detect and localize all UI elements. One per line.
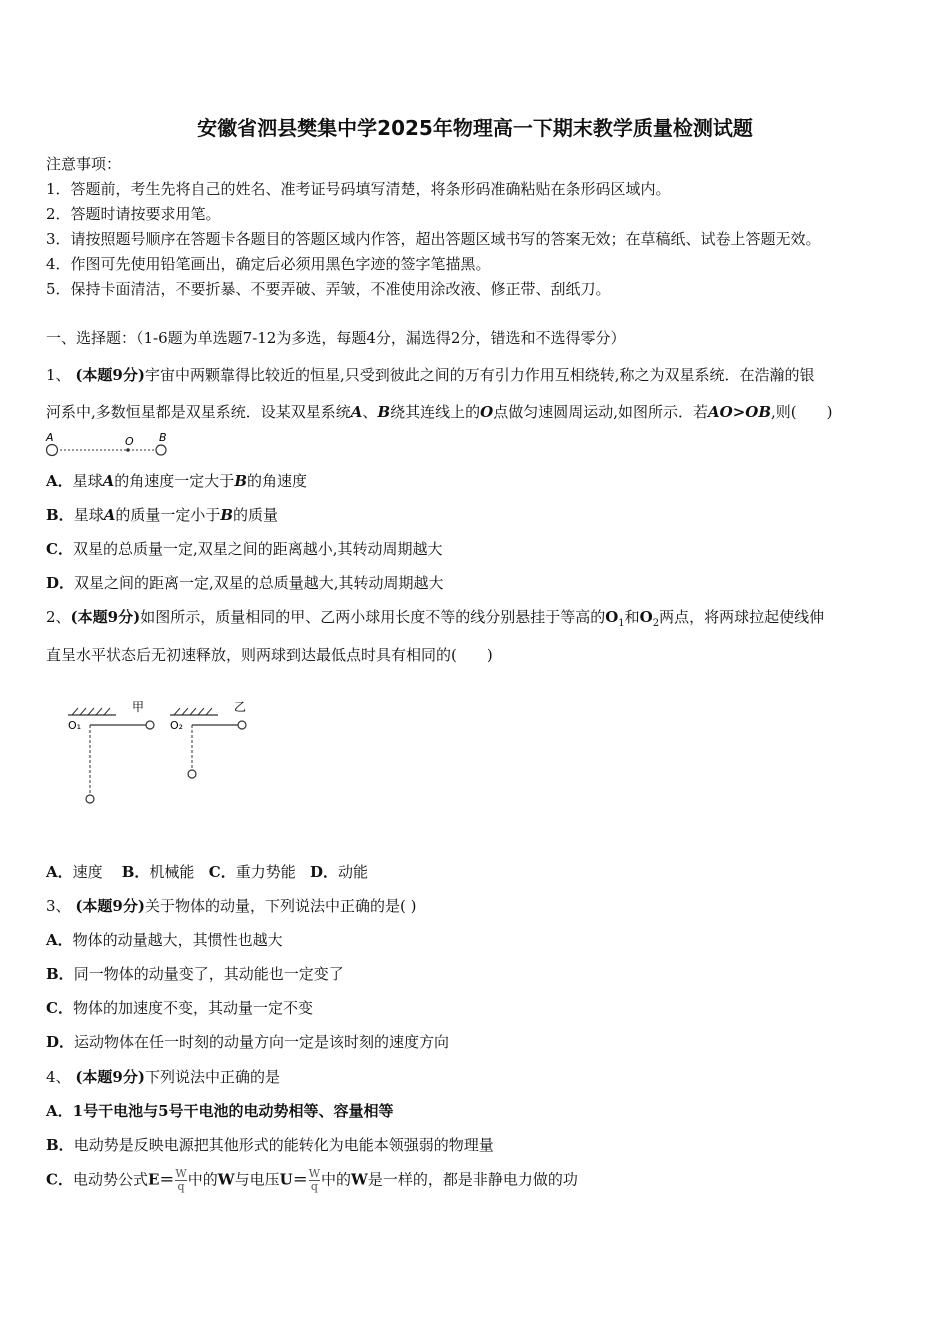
- q3-option-c: [46, 997, 313, 1018]
- q1-option-b-var2: B: [220, 506, 234, 524]
- notice-item-4: 4．作图可先使用铅笔画出，确定后必须用黑色字迹的签字笔描黑。: [46, 255, 491, 273]
- fig2-ball-jia: [146, 721, 154, 729]
- q2-option-c-label: C．: [208, 863, 236, 881]
- section-heading: 一、选择题：（1-6题为单选题7-12为多选，每题4分，漏选得2分，错选和不选得零分）: [46, 329, 626, 347]
- q2-option-d-text: 动能: [338, 863, 369, 881]
- fig2-label-jia: 甲: [132, 700, 145, 714]
- q2-o1-sub: 1: [618, 618, 625, 629]
- exam-title: 安徽省泗县樊集中学2025年物理高一下期末教学质量检测试题: [197, 116, 753, 140]
- q3-option-c-text: 物体的加速度不变，其动量一定不变: [72, 999, 313, 1017]
- fig2-hatch-left: [72, 708, 110, 715]
- q1-binary-star-figure: [40, 428, 180, 460]
- q4-fraction-2-den: q: [309, 1180, 320, 1193]
- q2-option-c-text: 重力势能: [235, 863, 296, 881]
- fig2-hatch-right: [174, 708, 212, 715]
- q2-and: 和: [624, 608, 640, 626]
- q4-option-c-w1: W: [217, 1170, 235, 1189]
- q4-option-b-text: 电动势是反映电源把其他形式的能转化为电能本领强弱的物理量: [73, 1136, 494, 1154]
- q3-option-c-label: C．: [46, 999, 73, 1017]
- q3-option-b: [46, 963, 344, 984]
- q1-option-a-var1: A: [102, 472, 115, 490]
- q2-text1a: 如图所示，质量相同的甲、乙两小球用长度不等的线分别悬挂于等高的: [140, 608, 606, 626]
- q4-option-c-u: U＝: [279, 1170, 308, 1189]
- q4-option-c-p4: 中的: [321, 1170, 352, 1189]
- q1-score: (本题9分): [75, 366, 145, 384]
- q3-number: 3、: [46, 897, 71, 915]
- q1-option-b-pre: 星球: [73, 506, 104, 524]
- q1-option-b-post: 的质量: [233, 506, 279, 524]
- q3-option-a: [46, 929, 283, 950]
- notice-item-5: 5．保持卡面清洁，不要折暴、不要弄破、弄皱，不准使用涂改液、修正带、刮纸刀。: [46, 280, 611, 298]
- q4-option-c-w2: W: [351, 1170, 368, 1189]
- q3-stem: [46, 895, 416, 916]
- q4-option-c-p1: 电动势公式: [72, 1170, 148, 1189]
- q1-option-c-text: 双星的总质量一定,双星之间的距离越小,其转动周期越大: [72, 540, 443, 558]
- q3-text: 关于物体的动量，下列说法中正确的是( ): [144, 897, 417, 915]
- q2-pendulum-figure: [60, 695, 260, 810]
- q1-text2c: 点做匀速圆周运动,如图所示．若: [493, 403, 708, 421]
- fig1-star-a: [47, 445, 58, 456]
- q1-option-a-post: 的角速度: [247, 472, 308, 490]
- fig1-center-o: [126, 448, 130, 452]
- q1-option-c-label: C．: [46, 540, 73, 558]
- q1-option-d-label: D．: [46, 574, 75, 592]
- q4-fraction-1-num: W: [175, 1167, 187, 1180]
- q2-o1: O: [605, 608, 619, 626]
- q1-option-a: [46, 470, 307, 491]
- q2-score: (本题9分): [70, 608, 141, 626]
- q4-option-c-p3: 与电压: [234, 1170, 280, 1189]
- q3-option-a-text: 物体的动量越大，其惯性也越大: [72, 931, 283, 949]
- q4-option-a-label: A．: [46, 1102, 73, 1120]
- q2-o2: O: [639, 608, 653, 626]
- q1-text2d: ,则( ): [771, 403, 833, 421]
- fig2-ball-yi: [238, 721, 246, 729]
- q1-option-b-label: B．: [46, 506, 74, 524]
- q2-option-b-label: B．: [121, 863, 150, 881]
- q1-var-o: O: [480, 403, 494, 421]
- q3-option-a-label: A．: [46, 931, 73, 949]
- q4-stem: [46, 1066, 280, 1087]
- q1-text2b: 绕其连线上的: [390, 403, 481, 421]
- q3-option-d-text: 运动物体在任一时刻的动量方向一定是该时刻的速度方向: [74, 1033, 450, 1051]
- q3-option-b-text: 同一物体的动量变了，其动能也一定变了: [73, 965, 344, 983]
- q3-option-d: [46, 1031, 449, 1052]
- q4-fraction-2-num: W: [308, 1167, 321, 1180]
- q4-option-c: [46, 1168, 578, 1193]
- q1-condition: AO>OB: [708, 403, 772, 421]
- notice-item-1: 1．答题前，考生先将自己的姓名、准考证号码填写清楚，将条形码准确粘贴在条形码区域内。: [46, 180, 671, 198]
- q1-number: 1、: [46, 366, 71, 384]
- q1-line2: [46, 401, 833, 422]
- q1-sep: 、: [362, 403, 378, 421]
- q1-option-b: [46, 504, 278, 525]
- q2-option-a-label: A．: [46, 863, 73, 881]
- q1-option-a-label: A．: [46, 472, 73, 490]
- q2-line1: [46, 606, 824, 629]
- q1-var-b: B: [377, 403, 391, 421]
- q4-option-c-label: C．: [46, 1170, 73, 1189]
- fig1-label-b: B: [159, 431, 167, 444]
- q2-option-a-text: 速度: [72, 863, 103, 881]
- q4-fraction-1-den: q: [175, 1180, 186, 1193]
- q2-option-b-text: 机械能: [149, 863, 195, 881]
- q3-option-d-label: D．: [46, 1033, 75, 1051]
- fig2-label-yi: 乙: [234, 700, 247, 714]
- fig1-label-a: A: [46, 431, 54, 444]
- q4-option-a: [46, 1100, 394, 1121]
- q4-option-b-label: B．: [46, 1136, 74, 1154]
- fig2-label-o1: O₁: [68, 719, 82, 732]
- q4-fraction-2: [309, 1168, 320, 1193]
- q1-option-a-mid: 的角速度一定大于: [114, 472, 235, 490]
- q1-option-a-var2: B: [234, 472, 247, 490]
- q4-option-c-p5: 是一样的，都是非静电力做的功: [367, 1170, 578, 1189]
- fig2-ball-yi-low: [188, 770, 196, 778]
- q1-var-a: A: [350, 403, 363, 421]
- fig2-ball-jia-low: [86, 795, 94, 803]
- q2-line2: 直呈水平状态后无初速释放，则两球到达最低点时具有相同的( ): [46, 646, 493, 664]
- q2-o2-sub: 2: [652, 618, 660, 629]
- q1-option-b-var1: A: [103, 506, 116, 524]
- q4-score: (本题9分): [75, 1068, 145, 1086]
- fig1-label-o: O: [125, 435, 134, 448]
- q2-number: 2、: [46, 608, 71, 626]
- q3-score: (本题9分): [75, 897, 145, 915]
- notice-item-2: 2．答题时请按要求用笔。: [46, 205, 221, 223]
- q1-option-d: [46, 572, 444, 593]
- fig2-label-o2: O₂: [170, 719, 184, 732]
- q2-options: [46, 861, 368, 882]
- q1-option-a-pre: 星球: [72, 472, 103, 490]
- q2-option-d-label: D．: [310, 863, 339, 881]
- q1-text2a: 河系中,多数恒星都是双星系统．设某双星系统: [46, 403, 351, 421]
- q4-number: 4、: [46, 1068, 71, 1086]
- q4-option-c-e: E＝: [147, 1170, 175, 1189]
- q4-option-c-p2: 中的: [187, 1170, 218, 1189]
- q4-option-b: [46, 1134, 494, 1155]
- notice-item-3: 3．请按照题号顺序在答题卡各题目的答题区域内作答，超出答题区域书写的答案无效；在草稿纸、试卷上答题无效。: [46, 230, 821, 248]
- notice-heading: 注意事项：: [46, 155, 122, 173]
- q1-line1: [46, 364, 815, 385]
- q4-option-a-text: 1号干电池与5号干电池的电动势相等、容量相等: [72, 1102, 394, 1120]
- q2-text1b: 两点，将两球拉起使线伸: [659, 608, 825, 626]
- q1-option-c: [46, 538, 443, 559]
- fig1-star-b: [156, 445, 166, 455]
- q4-fraction-1: [175, 1168, 186, 1193]
- q3-option-b-label: B．: [46, 965, 74, 983]
- q1-option-d-text: 双星之间的距离一定,双星的总质量越大,其转动周期越大: [74, 574, 444, 592]
- q1-text1: 宇宙中两颗靠得比较近的恒星,只受到彼此之间的万有引力作用互相绕转,称之为双星系统．在浩瀚的银: [144, 366, 815, 384]
- q4-text: 下列说法中正确的是: [144, 1068, 280, 1086]
- q1-option-b-mid: 的质量一定小于: [115, 506, 221, 524]
